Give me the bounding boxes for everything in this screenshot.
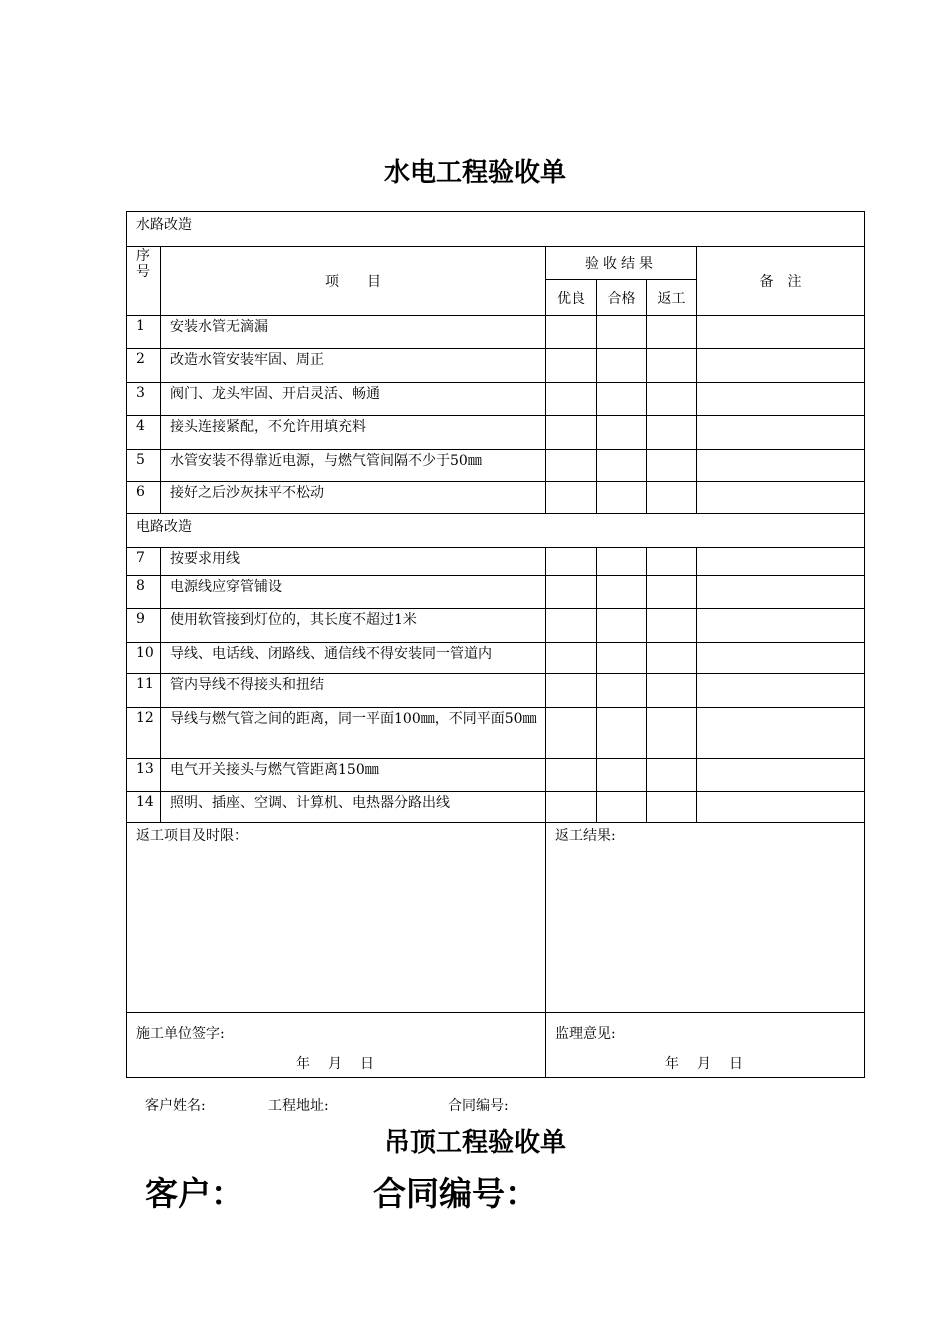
pass-cell[interactable]: [597, 759, 647, 792]
item-text: 阀门、龙头牢固、开启灵活、畅通: [161, 383, 546, 416]
contractor-date: 年 月 日: [296, 1056, 376, 1072]
item-number: 14: [127, 792, 161, 823]
pass-header: 合格: [597, 280, 647, 316]
table-row: [127, 482, 865, 514]
table-row: [127, 316, 865, 349]
excellent-cell[interactable]: [546, 643, 597, 674]
item-number: 4: [127, 416, 161, 450]
excellent-cell[interactable]: [546, 759, 597, 792]
remark-cell[interactable]: [697, 674, 865, 708]
pass-cell[interactable]: [597, 482, 647, 514]
contractor-sign-label: 施工单位签字:: [136, 1026, 225, 1042]
item-number: 6: [127, 482, 161, 514]
table-row: [127, 708, 865, 759]
item-number: 13: [127, 759, 161, 792]
excellent-cell[interactable]: [546, 383, 597, 416]
remark-cell[interactable]: [697, 609, 865, 643]
supervisor-box[interactable]: [546, 1013, 865, 1078]
pass-cell[interactable]: [597, 674, 647, 708]
item-text: 安装水管无滴漏: [161, 316, 546, 349]
item-text: 按要求用线: [161, 548, 546, 576]
item-text: 改造水管安装牢固、周正: [161, 349, 546, 383]
rework-cell[interactable]: [647, 482, 697, 514]
customer-name-label: 客户姓名:: [145, 1098, 206, 1114]
item-number: 8: [127, 576, 161, 609]
rework-cell[interactable]: [647, 708, 697, 759]
rework-cell[interactable]: [647, 576, 697, 609]
result-header: 验收结果: [546, 247, 697, 280]
item-header: [161, 247, 546, 316]
excellent-cell[interactable]: [546, 609, 597, 643]
rework-cell[interactable]: [647, 792, 697, 823]
pass-cell[interactable]: [597, 383, 647, 416]
rework-cell[interactable]: [647, 759, 697, 792]
item-number: 11: [127, 674, 161, 708]
item-text: 接好之后沙灰抹平不松动: [161, 482, 546, 514]
excellent-cell[interactable]: [546, 576, 597, 609]
remark-header: [697, 247, 865, 316]
pass-cell[interactable]: [597, 316, 647, 349]
item-number: 3: [127, 383, 161, 416]
item-number: 12: [127, 708, 161, 759]
excellent-header: 优良: [546, 280, 597, 316]
remark-cell[interactable]: [697, 383, 865, 416]
seq-header: 序号: [127, 247, 161, 316]
contract-no-label: 合同编号:: [448, 1098, 509, 1114]
remark-cell[interactable]: [697, 416, 865, 450]
item-text: 电源线应穿管铺设: [161, 576, 546, 609]
rework-items-box[interactable]: [127, 823, 546, 1013]
table-row: [127, 674, 865, 708]
pass-cell[interactable]: [597, 576, 647, 609]
page-title: 水电工程验收单: [383, 158, 566, 188]
excellent-cell[interactable]: [546, 349, 597, 383]
second-form-title: 吊顶工程验收单: [383, 1128, 566, 1158]
supervisor-label: 监理意见:: [555, 1026, 616, 1042]
item-number: 9: [127, 609, 161, 643]
item-number: 10: [127, 643, 161, 674]
electric-section-heading: 电路改造: [127, 514, 865, 548]
table-row: [127, 609, 865, 643]
rework-result-box[interactable]: [546, 823, 865, 1013]
excellent-cell[interactable]: [546, 792, 597, 823]
item-number: 2: [127, 349, 161, 383]
item-text: 导线、电话线、闭路线、通信线不得安装同一管道内: [161, 643, 546, 674]
rework-cell[interactable]: [647, 349, 697, 383]
table-row: [127, 792, 865, 823]
pass-cell[interactable]: [597, 708, 647, 759]
remark-cell[interactable]: [697, 482, 865, 514]
supervisor-date: 年 月 日: [665, 1056, 745, 1072]
contractor-sign-box[interactable]: [127, 1013, 546, 1078]
project-address-label: 工程地址:: [268, 1098, 329, 1114]
rework-cell[interactable]: [647, 609, 697, 643]
table-row: [127, 759, 865, 792]
pass-cell[interactable]: [597, 609, 647, 643]
contract-label: 合同编号：: [373, 1174, 538, 1213]
rework-cell[interactable]: [647, 643, 697, 674]
pass-cell[interactable]: [597, 450, 647, 482]
rework-cell[interactable]: [647, 674, 697, 708]
water-section-heading: 水路改造: [127, 212, 865, 247]
rework-items-label: 返工项目及时限：: [136, 828, 248, 844]
rework-cell[interactable]: [647, 450, 697, 482]
pass-cell[interactable]: [597, 548, 647, 576]
rework-result-label: 返工结果:: [555, 828, 616, 844]
item-text: 导线与燃气管之间的距离，同一平面100㎜，不同平面50㎜: [161, 708, 546, 759]
excellent-cell[interactable]: [546, 416, 597, 450]
remark-cell[interactable]: [697, 548, 865, 576]
item-text: 水管安装不得靠近电源，与燃气管间隔不少于50㎜: [161, 450, 546, 482]
item-text: 管内导线不得接头和扭结: [161, 674, 546, 708]
excellent-cell[interactable]: [546, 316, 597, 349]
item-text: 照明、插座、空调、计算机、电热器分路出线: [161, 792, 546, 823]
pass-cell[interactable]: [597, 416, 647, 450]
pass-cell[interactable]: [597, 349, 647, 383]
excellent-cell[interactable]: [546, 482, 597, 514]
rework-cell[interactable]: [647, 316, 697, 349]
excellent-cell[interactable]: [546, 708, 597, 759]
item-number: 7: [127, 548, 161, 576]
rework-cell[interactable]: [647, 383, 697, 416]
rework-header: 返工: [647, 280, 697, 316]
remark-cell[interactable]: [697, 792, 865, 823]
pass-cell[interactable]: [597, 792, 647, 823]
table-row: [127, 349, 865, 383]
item-number: 1: [127, 316, 161, 349]
pass-cell[interactable]: [597, 643, 647, 674]
excellent-cell[interactable]: [546, 548, 597, 576]
table-row: [127, 383, 865, 416]
remark-cell[interactable]: [697, 316, 865, 349]
item-number: 5: [127, 450, 161, 482]
customer-label: 客户：: [145, 1174, 244, 1213]
acceptance-form-table: [126, 211, 865, 1078]
table-row: [127, 548, 865, 576]
item-text: 电气开关接头与燃气管距离150㎜: [161, 759, 546, 792]
item-header-label: 项 目: [325, 274, 381, 290]
rework-cell[interactable]: [647, 416, 697, 450]
item-text: 使用软管接到灯位的，其长度不超过1米: [161, 609, 546, 643]
remark-cell[interactable]: [697, 759, 865, 792]
rework-cell[interactable]: [647, 548, 697, 576]
remark-cell[interactable]: [697, 450, 865, 482]
remark-cell[interactable]: [697, 643, 865, 674]
remark-header-label: 备 注: [759, 274, 802, 290]
table-row: [127, 450, 865, 482]
remark-cell[interactable]: [697, 349, 865, 383]
table-row: [127, 576, 865, 609]
remark-cell[interactable]: [697, 708, 865, 759]
item-text: 接头连接紧配，不允许用填充料: [161, 416, 546, 450]
table-row: [127, 416, 865, 450]
remark-cell[interactable]: [697, 576, 865, 609]
excellent-cell[interactable]: [546, 450, 597, 482]
table-row: [127, 643, 865, 674]
excellent-cell[interactable]: [546, 674, 597, 708]
